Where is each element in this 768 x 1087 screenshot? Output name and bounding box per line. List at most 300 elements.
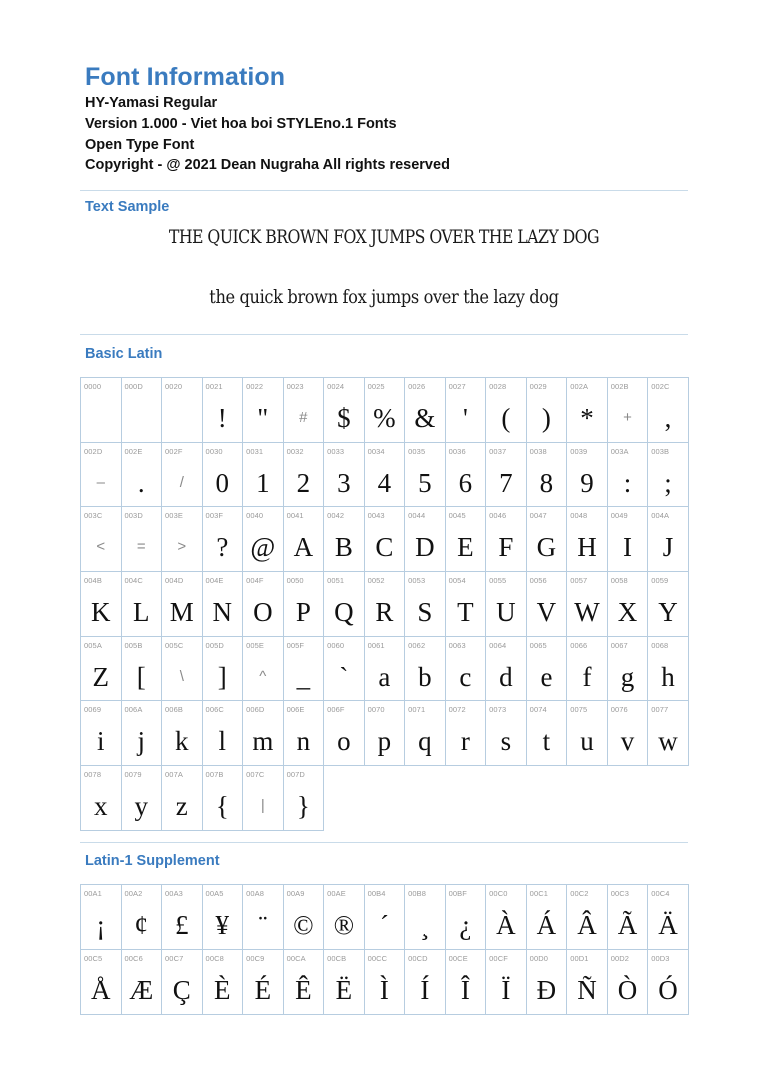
glyph-cell — [203, 766, 244, 831]
glyph-cell — [365, 885, 406, 950]
codepoint-label: 0057 — [570, 576, 588, 586]
glyph-preview: s — [500, 726, 512, 757]
glyph-preview: % — [373, 403, 396, 433]
glyph-preview: # — [299, 409, 308, 426]
codepoint-label: 004F — [246, 576, 264, 586]
glyph-preview: i — [97, 726, 105, 757]
glyph-cell — [567, 637, 608, 702]
codepoint-label: 00C8 — [205, 954, 224, 963]
glyph-cell — [648, 507, 689, 572]
codepoint-label: 00C2 — [570, 889, 589, 898]
glyph-preview: F — [498, 532, 514, 563]
glyph-cell — [648, 637, 689, 702]
glyph-preview: O — [253, 597, 273, 628]
glyph-cell — [284, 443, 325, 508]
codepoint-label: 005F — [286, 640, 305, 650]
codepoint-label: 004A — [651, 511, 670, 521]
glyph-preview: ® — [333, 910, 355, 940]
codepoint-label: 0000 — [84, 382, 102, 391]
codepoint-label: 0060 — [327, 640, 345, 650]
codepoint-label: 0053 — [408, 576, 426, 586]
glyph-cell — [203, 507, 244, 572]
glyph-preview: u — [580, 726, 594, 757]
glyph-preview: L — [133, 597, 150, 628]
glyph-preview: [ — [136, 661, 146, 692]
glyph-preview: n — [296, 726, 311, 757]
glyph-cell — [365, 950, 406, 1015]
codepoint-label: 0042 — [327, 511, 345, 521]
glyph-cell — [81, 950, 122, 1015]
glyph-preview: Z — [92, 661, 109, 692]
glyph-cell — [486, 701, 527, 766]
glyph-preview: ? — [216, 532, 229, 563]
glyph-cell — [162, 766, 203, 831]
glyph-cell — [203, 443, 244, 508]
glyph-cell — [122, 378, 163, 443]
glyph-cell — [567, 507, 608, 572]
glyph-preview: \ — [179, 667, 184, 685]
codepoint-label: 0065 — [529, 640, 547, 650]
glyph-preview: > — [177, 538, 187, 556]
glyph-preview: @ — [250, 532, 276, 563]
glyph-cell — [284, 701, 325, 766]
codepoint-label: 0059 — [651, 576, 669, 586]
codepoint-label: 003D — [124, 511, 143, 521]
glyph-preview: ! — [217, 403, 227, 433]
codepoint-label: 0026 — [408, 382, 426, 391]
glyph-cell — [405, 507, 446, 572]
glyph-preview: I — [622, 532, 632, 563]
glyph-preview: M — [169, 597, 194, 628]
codepoint-label: 00BF — [448, 889, 467, 898]
glyph-cell — [608, 572, 649, 637]
codepoint-label: 005E — [246, 640, 264, 650]
glyph-preview: e — [540, 661, 553, 692]
codepoint-label: 00C5 — [84, 954, 103, 963]
glyph-preview: Q — [334, 597, 354, 628]
glyph-preview: ¡ — [96, 910, 106, 940]
glyph-preview: 6 — [458, 467, 473, 498]
codepoint-label: 0076 — [610, 705, 628, 715]
glyph-preview: Å — [91, 975, 111, 1005]
glyph-cell — [648, 572, 689, 637]
glyph-preview: J — [662, 532, 674, 563]
codepoint-label: 0031 — [246, 446, 264, 456]
glyph-preview: 9 — [580, 467, 594, 498]
glyph-preview: q — [418, 726, 432, 757]
glyph-preview: | — [260, 797, 265, 815]
glyph-cell — [203, 885, 244, 950]
glyph-cell — [608, 950, 649, 1015]
codepoint-label: 0058 — [610, 576, 628, 586]
glyph-cell — [243, 507, 284, 572]
codepoint-label: 0030 — [205, 446, 223, 456]
glyph-preview: / — [179, 473, 184, 491]
glyph-preview: f — [582, 661, 592, 692]
codepoint-label: 00C7 — [165, 954, 184, 963]
glyph-cell — [162, 378, 203, 443]
codepoint-label: 0047 — [529, 511, 547, 521]
glyph-preview: É — [254, 975, 272, 1005]
glyph-preview: 5 — [418, 467, 432, 498]
glyph-preview: a — [378, 661, 391, 692]
codepoint-label: 00D2 — [610, 954, 630, 963]
codepoint-label: 004C — [124, 576, 143, 586]
codepoint-label: 0045 — [448, 511, 466, 521]
latin1-supplement-glyph-grid — [80, 884, 689, 1015]
glyph-preview: k — [175, 726, 189, 757]
glyph-cell — [81, 572, 122, 637]
glyph-cell — [81, 637, 122, 702]
glyph-preview: ) — [541, 403, 551, 433]
glyph-preview: h — [661, 661, 675, 692]
codepoint-label: 003C — [84, 511, 103, 521]
codepoint-label: 00C4 — [651, 889, 670, 898]
codepoint-label: 00C6 — [124, 954, 143, 963]
glyph-cell — [81, 443, 122, 508]
glyph-cell — [648, 885, 689, 950]
codepoint-label: 0068 — [651, 640, 669, 650]
codepoint-label: 00C3 — [610, 889, 630, 898]
glyph-cell — [243, 572, 284, 637]
glyph-cell — [81, 507, 122, 572]
glyph-preview: Ä — [658, 910, 678, 940]
codepoint-label: 0029 — [529, 382, 547, 391]
codepoint-label: 0063 — [448, 640, 466, 650]
glyph-preview: v — [620, 726, 635, 757]
codepoint-label: 0028 — [489, 382, 507, 391]
glyph-preview: ] — [217, 661, 227, 692]
glyph-cell — [486, 885, 527, 950]
glyph-preview: H — [577, 532, 597, 563]
glyph-cell — [324, 443, 365, 508]
codepoint-label: 0039 — [570, 446, 588, 456]
glyph-preview: K — [91, 597, 111, 628]
glyph-preview: È — [214, 975, 231, 1005]
glyph-cell — [446, 950, 487, 1015]
glyph-cell — [567, 950, 608, 1015]
codepoint-label: 00B8 — [408, 889, 427, 898]
glyph-cell — [608, 885, 649, 950]
codepoint-label: 0066 — [570, 640, 588, 650]
glyph-preview: . — [137, 467, 145, 498]
glyph-cell — [446, 507, 487, 572]
glyph-preview: X — [617, 597, 638, 628]
glyph-cell — [365, 701, 406, 766]
glyph-cell — [122, 507, 163, 572]
glyph-preview: Ç — [172, 975, 191, 1005]
glyph-cell — [405, 378, 446, 443]
glyph-preview: { — [215, 791, 229, 822]
codepoint-label: 005B — [124, 640, 143, 650]
glyph-cell — [203, 637, 244, 702]
glyph-preview: U — [496, 597, 516, 628]
glyph-preview: t — [542, 726, 551, 757]
glyph-preview: Í — [420, 975, 430, 1005]
glyph-cell — [486, 572, 527, 637]
glyph-cell — [284, 637, 325, 702]
codepoint-label: 004B — [84, 576, 102, 586]
codepoint-label: 003F — [205, 511, 224, 521]
glyph-preview: j — [137, 726, 146, 757]
codepoint-label: 0027 — [448, 382, 466, 391]
codepoint-label: 0072 — [448, 705, 466, 715]
codepoint-label: 00CF — [489, 954, 508, 963]
glyph-preview: p — [377, 726, 392, 757]
codepoint-label: 00CD — [408, 954, 428, 963]
glyph-preview: S — [417, 597, 433, 628]
glyph-cell — [243, 885, 284, 950]
glyph-preview: Â — [577, 910, 597, 940]
codepoint-label: 00CB — [327, 954, 347, 963]
codepoint-label: 00AE — [327, 889, 346, 898]
codepoint-label: 007D — [286, 770, 305, 780]
glyph-preview: £ — [175, 910, 189, 940]
glyph-cell — [446, 378, 487, 443]
glyph-cell — [527, 950, 568, 1015]
codepoint-label: 0079 — [124, 770, 142, 780]
glyph-preview: 2 — [296, 467, 311, 498]
codepoint-label: 00B4 — [367, 889, 386, 898]
glyph-preview: Î — [460, 975, 470, 1005]
codepoint-label: 0075 — [570, 705, 588, 715]
glyph-cell — [567, 572, 608, 637]
glyph-cell — [162, 507, 203, 572]
glyph-cell — [81, 766, 122, 831]
codepoint-label: 0024 — [327, 382, 345, 391]
glyph-cell — [527, 885, 568, 950]
glyph-preview: 3 — [337, 467, 351, 498]
glyph-cell — [608, 443, 649, 508]
glyph-cell — [203, 701, 244, 766]
glyph-preview: Y — [658, 597, 678, 628]
glyph-preview: < — [96, 538, 106, 556]
codepoint-label: 0046 — [489, 511, 507, 521]
glyph-preview: 7 — [499, 467, 513, 498]
codepoint-label: 00A2 — [124, 889, 143, 898]
glyph-cell — [81, 378, 122, 443]
glyph-cell — [243, 443, 284, 508]
glyph-cell — [405, 637, 446, 702]
codepoint-label: 005C — [165, 640, 184, 650]
glyph-preview: ( — [501, 403, 511, 433]
glyph-preview: o — [337, 726, 351, 757]
font-copyright: Copyright - @ 2021 Dean Nugraha All rights reserved — [85, 157, 450, 173]
codepoint-label: 0035 — [408, 446, 426, 456]
glyph-preview: r — [460, 726, 470, 757]
glyph-preview: Ñ — [577, 975, 597, 1005]
codepoint-label: 00CC — [367, 954, 388, 963]
codepoint-label: 006A — [124, 705, 143, 715]
codepoint-label: 002C — [651, 382, 670, 391]
glyph-cell — [405, 572, 446, 637]
codepoint-label: 003E — [165, 511, 183, 521]
codepoint-label: 0048 — [570, 511, 588, 521]
glyph-preview: Ï — [501, 975, 511, 1005]
glyph-cell — [567, 885, 608, 950]
codepoint-label: 00D1 — [570, 954, 589, 963]
glyph-preview: Ë — [335, 975, 353, 1005]
codepoint-label: 005A — [84, 640, 102, 650]
codepoint-label: 0071 — [408, 705, 426, 715]
codepoint-label: 002D — [84, 446, 103, 456]
codepoint-label: 0051 — [327, 576, 345, 586]
codepoint-label: 0062 — [408, 640, 426, 650]
glyph-preview: Ò — [617, 975, 638, 1005]
glyph-cell — [243, 637, 284, 702]
glyph-cell — [203, 572, 244, 637]
codepoint-label: 0064 — [489, 640, 507, 650]
glyph-cell — [405, 950, 446, 1015]
divider — [80, 842, 688, 843]
glyph-preview: D — [415, 532, 435, 563]
font-version: Version 1.000 - Viet hoa boi STYLEno.1 Fonts — [85, 116, 397, 132]
glyph-preview: : — [623, 467, 632, 498]
glyph-cell — [527, 637, 568, 702]
glyph-cell — [648, 950, 689, 1015]
glyph-preview: A — [293, 532, 314, 563]
glyph-cell — [405, 701, 446, 766]
codepoint-label: 00A1 — [84, 889, 102, 898]
glyph-cell — [243, 950, 284, 1015]
codepoint-label: 0052 — [367, 576, 385, 586]
glyph-preview: z — [175, 791, 188, 822]
codepoint-label: 0033 — [327, 446, 345, 456]
codepoint-label: 00C1 — [529, 889, 549, 898]
codepoint-label: 0037 — [489, 446, 507, 456]
glyph-cell — [81, 701, 122, 766]
codepoint-label: 0055 — [489, 576, 507, 586]
codepoint-label: 007B — [205, 770, 224, 780]
codepoint-label: 0077 — [651, 705, 669, 715]
glyph-preview: ; — [664, 467, 672, 498]
codepoint-label: 0069 — [84, 705, 102, 715]
font-type: Open Type Font — [85, 137, 195, 153]
glyph-cell — [608, 507, 649, 572]
glyph-preview: w — [658, 726, 678, 757]
glyph-preview: V — [536, 597, 557, 628]
latin1-supplement-heading: Latin-1 Supplement — [85, 853, 220, 869]
codepoint-label: 003B — [651, 446, 670, 456]
glyph-cell — [324, 950, 365, 1015]
font-name: HY-Yamasi Regular — [85, 95, 218, 111]
glyph-preview: } — [296, 791, 310, 822]
glyph-preview: – — [96, 473, 105, 491]
glyph-preview: 4 — [377, 467, 392, 498]
codepoint-label: 0074 — [529, 705, 547, 715]
codepoint-label: 006D — [246, 705, 265, 715]
glyph-preview: d — [499, 661, 513, 692]
glyph-preview: $ — [337, 403, 351, 433]
glyph-cell — [162, 950, 203, 1015]
glyph-cell — [162, 443, 203, 508]
glyph-cell — [608, 378, 649, 443]
codepoint-label: 0032 — [286, 446, 304, 456]
glyph-preview: N — [212, 597, 233, 628]
glyph-cell — [122, 885, 163, 950]
glyph-preview: Đ — [536, 975, 557, 1005]
glyph-cell — [324, 885, 365, 950]
divider — [80, 190, 688, 191]
glyph-preview: W — [574, 597, 600, 628]
glyph-preview: & — [414, 403, 436, 433]
glyph-preview: , — [664, 403, 672, 433]
glyph-cell — [324, 507, 365, 572]
glyph-cell — [284, 507, 325, 572]
codepoint-label: 0061 — [367, 640, 385, 650]
glyph-preview: Á — [536, 910, 557, 940]
glyph-preview: l — [218, 726, 227, 757]
codepoint-label: 0020 — [165, 382, 183, 391]
codepoint-label: 0040 — [246, 511, 264, 521]
glyph-preview: Ì — [379, 975, 389, 1005]
codepoint-label: 007C — [246, 770, 265, 780]
glyph-cell — [446, 701, 487, 766]
glyph-cell — [122, 701, 163, 766]
codepoint-label: 0038 — [529, 446, 547, 456]
glyph-cell — [284, 572, 325, 637]
codepoint-label: 002E — [124, 446, 143, 456]
glyph-preview: E — [457, 532, 474, 563]
codepoint-label: 006C — [205, 705, 224, 715]
codepoint-label: 0044 — [408, 511, 426, 521]
glyph-preview: Ó — [658, 975, 678, 1005]
glyph-cell — [527, 378, 568, 443]
glyph-cell — [365, 637, 406, 702]
glyph-preview: ^ — [259, 667, 267, 685]
glyph-preview: À — [496, 910, 516, 940]
glyph-cell — [365, 378, 406, 443]
glyph-cell — [446, 443, 487, 508]
glyph-cell — [243, 378, 284, 443]
glyph-preview: " — [257, 403, 269, 433]
text-sample-uppercase: THE QUICK BROWN FOX JUMPS OVER THE LAZY DOG — [168, 226, 600, 248]
glyph-cell — [567, 701, 608, 766]
glyph-cell — [122, 950, 163, 1015]
glyph-cell — [486, 507, 527, 572]
text-sample-lowercase: the quick brown fox jumps over the lazy dog — [209, 286, 559, 308]
glyph-cell — [284, 885, 325, 950]
codepoint-label: 002F — [165, 446, 183, 456]
glyph-cell — [284, 950, 325, 1015]
codepoint-label: 0043 — [367, 511, 385, 521]
codepoint-label: 0036 — [448, 446, 466, 456]
codepoint-label: 00CA — [286, 954, 306, 963]
glyph-preview: Ã — [617, 910, 638, 940]
glyph-cell — [608, 701, 649, 766]
glyph-preview: © — [293, 910, 314, 940]
glyph-preview: c — [459, 661, 472, 692]
glyph-cell — [284, 766, 325, 831]
glyph-cell — [324, 572, 365, 637]
glyph-preview: ' — [462, 403, 468, 433]
glyph-preview: ¥ — [215, 910, 230, 940]
glyph-preview: g — [620, 661, 635, 692]
glyph-cell — [446, 572, 487, 637]
glyph-cell — [486, 950, 527, 1015]
glyph-cell — [405, 443, 446, 508]
glyph-preview: * — [580, 403, 594, 433]
glyph-cell — [446, 885, 487, 950]
glyph-preview: P — [295, 597, 311, 628]
glyph-cell — [365, 572, 406, 637]
codepoint-label: 0022 — [246, 382, 264, 391]
glyph-preview: 8 — [539, 467, 554, 498]
glyph-cell — [122, 766, 163, 831]
codepoint-label: 002B — [610, 382, 629, 391]
codepoint-label: 007A — [165, 770, 183, 780]
glyph-cell — [527, 701, 568, 766]
